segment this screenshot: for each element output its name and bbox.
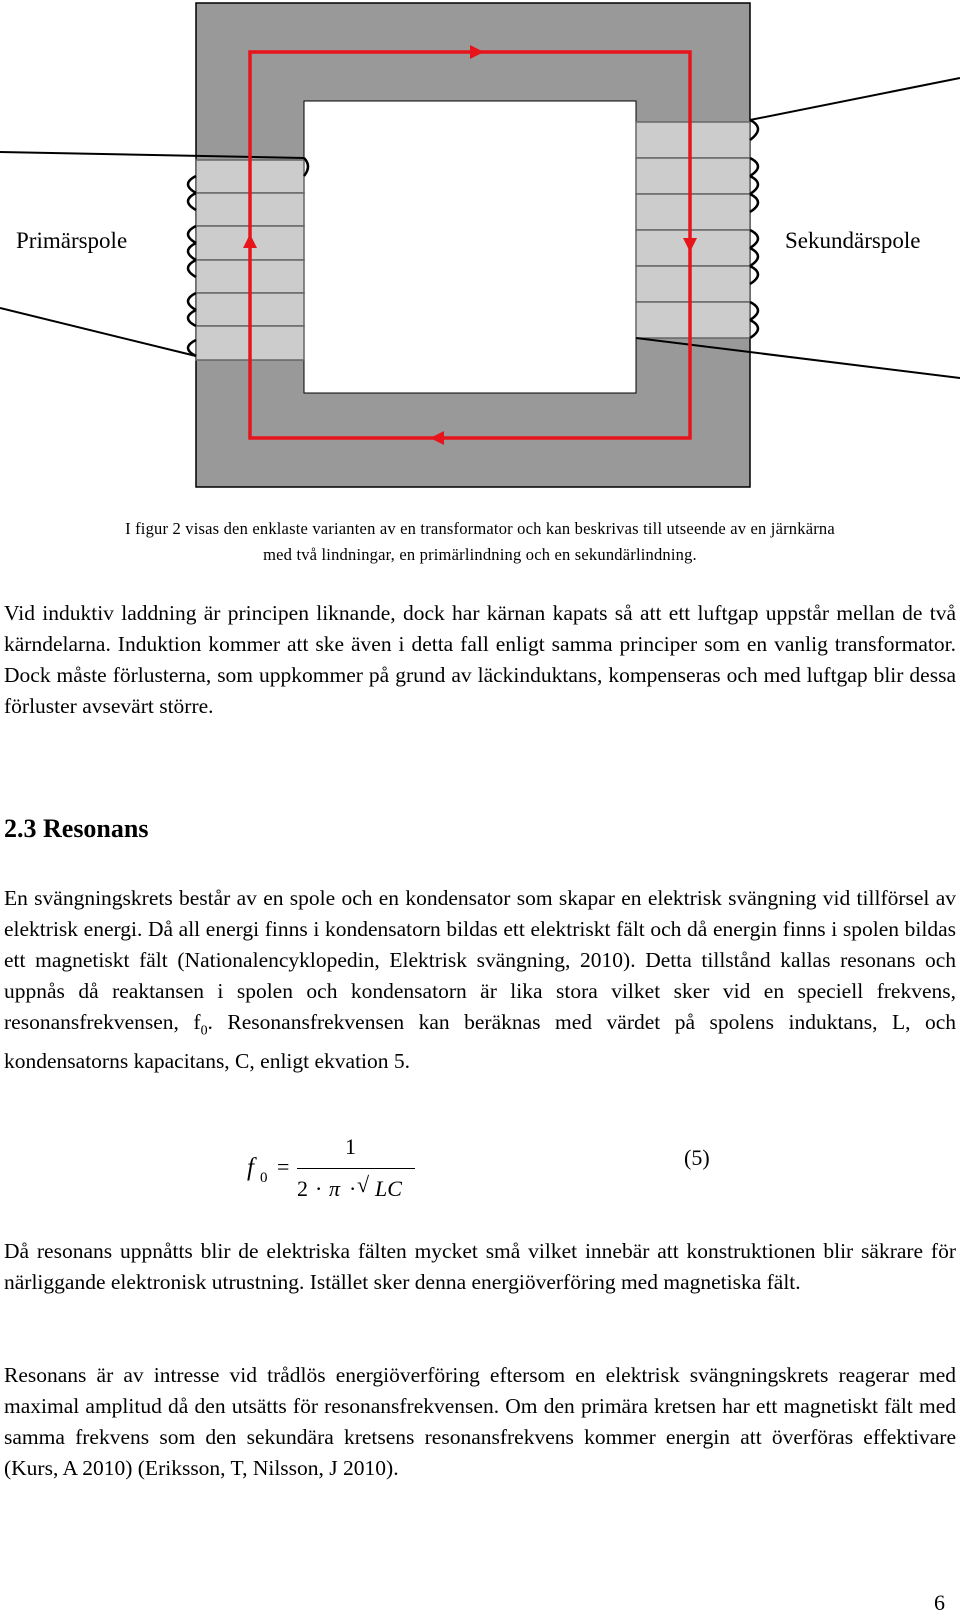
figure-caption — [4, 516, 956, 568]
primary-coil — [0, 152, 308, 360]
resonance-equation — [245, 1132, 425, 1202]
eq-denominator — [297, 1174, 427, 1204]
eq-den-two: 2 — [297, 1176, 308, 1201]
caption-line-2: med två lindningar, en primärlindning och en sekundärlindning. — [263, 545, 697, 564]
paragraph-wireless-transfer: Resonans är av intresse vid trådlös energiöverföring eftersom en elektrisk svängningskrets reagerar med maximal amplitud då den utsätts för resonansfrekvensen. Om den primära kretsen har ett magnetiskt fält med samma frekvens som den sekundära kretsens resonansfrekvens kommer energin att överföras effektivare (Kurs, A 2010) (Eriksson, T, Nilsson, J 2010). — [4, 1363, 956, 1480]
eq-den-dot-1: · — [315, 1176, 323, 1201]
eq-sqrt-icon: √ — [357, 1172, 370, 1197]
primary-coil-label: Primärspole — [16, 228, 128, 253]
paragraph-safety: Då resonans uppnåtts blir de elektriska fälten mycket små vilket innebär att konstruktionen blir säkrare för närliggande elektronisk utrustning. Istället sker denna energiöverföring med magnetiska fält. — [4, 1239, 956, 1294]
transformer-figure — [0, 0, 960, 500]
secondary-coil-label: Sekundärspole — [785, 228, 921, 253]
eq-den-lc: LC — [375, 1176, 402, 1201]
eq-lhs-subscript: 0 — [260, 1170, 268, 1186]
section-heading: 2.3 Resonans — [4, 814, 149, 843]
f0-subscript: 0 — [200, 1023, 208, 1039]
core-window — [304, 101, 636, 393]
equation-number: (5) — [684, 1145, 710, 1170]
eq-equals: = — [277, 1154, 290, 1179]
paragraph-inductive-charging: Vid induktiv laddning är principen liknande, dock har kärnan kapats så att ett luftgap uppstår mellan de två kärndelarna. Induktion kommer att ske även i detta fall enligt samma principer som en vanlig transformator. Dock måste förlusterna, som uppkommer på grund av läckinduktans, kompenseras och med luftgap blir dessa förluster avsevärt större. — [4, 601, 956, 718]
paragraph-resonance-text-end: . Resonansfrekvensen kan beräknas med värdet på spolens induktans, L, och kondensatorns kapacitans, C, enligt ekvation 5. — [4, 1010, 956, 1074]
eq-den-dot-2: · — [349, 1176, 357, 1201]
eq-numerator: 1 — [345, 1134, 356, 1159]
eq-lhs-symbol: f — [247, 1154, 254, 1181]
eq-fraction-bar — [297, 1168, 415, 1169]
page-number: 6 — [934, 1590, 945, 1615]
paragraph-resonance — [4, 883, 956, 1077]
paragraph-resonance-text: En svängningskrets består av en spole och en kondensator som skapar en elektrisk svängning vid tillförsel av elektrisk energi. Då all energi finns i kondensatorn bildas ett elektriskt fält och då energin finns i spolen bildas ett magnetiskt fält (Nationalencyklopedin, Elektrisk svängning, 2010). Detta tillstånd kallas resonans och uppnås då reaktansen i spolen och kondensatorn är lika stora vilket sker vid en speciell frekvens, resonansfrekvensen, f — [4, 886, 956, 1034]
caption-line-1: I figur 2 visas den enklaste varianten av en transformator och kan beskrivas till utseende av en järnkärna — [125, 519, 835, 538]
eq-den-pi: π — [329, 1176, 341, 1201]
